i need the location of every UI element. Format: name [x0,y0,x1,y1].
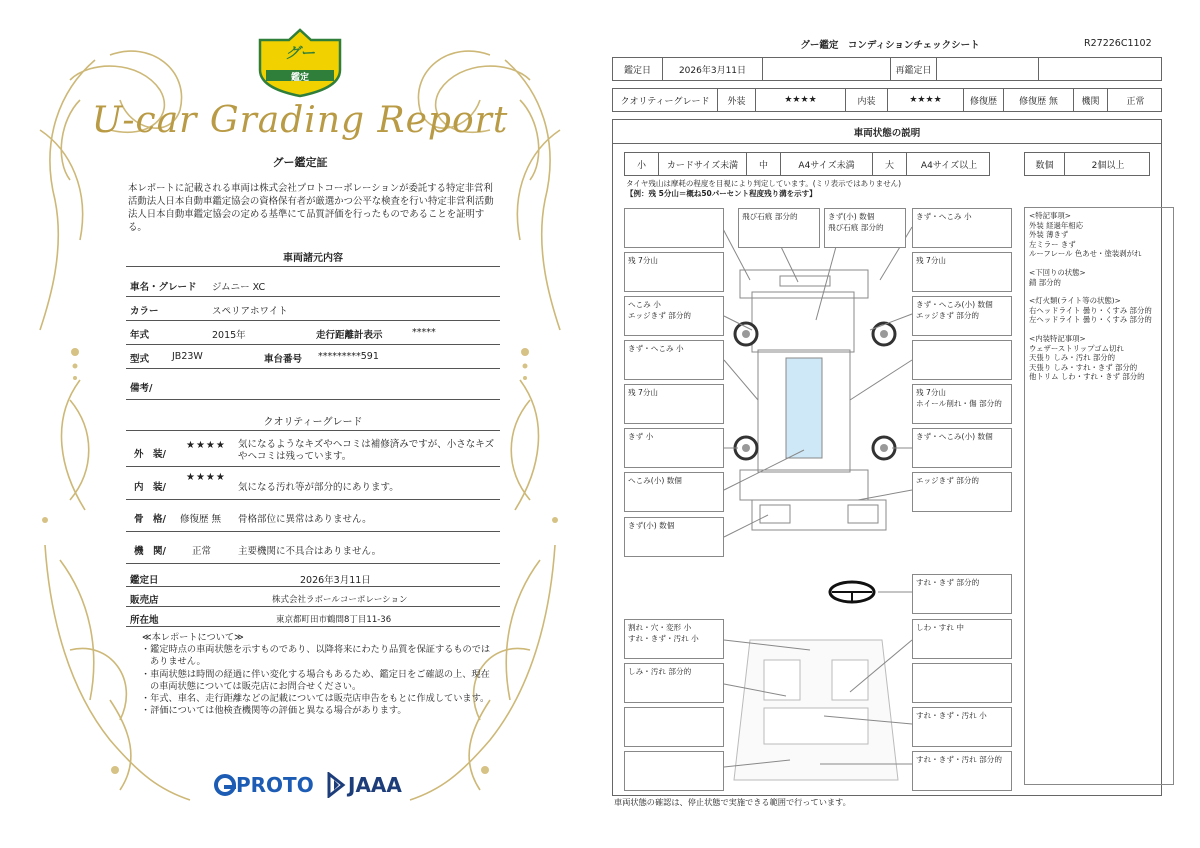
year-value: 2015年 [212,330,246,341]
sheet-code: R27226C1102 [1084,38,1152,49]
reappraisal-label: 再鑑定日 [891,58,937,80]
repair-label: 修復歴 [964,89,1004,111]
damage-box [624,296,724,336]
damage-box: 残 7分山 [912,252,1012,292]
damage-text: 割れ・穴・変形 小 [628,623,692,632]
jaaa-logo-text: JAAA [348,773,402,797]
sheet-title: グー鑑定 コンディションチェックシート [800,40,980,51]
damage-box: すれ・きず・汚れ 小 [912,707,1012,747]
dealer-value: 株式会社ラボールコーポレーション [272,595,408,605]
spec-row-year [126,322,500,345]
damage-text: すれ・きず・汚れ 小 [628,634,699,643]
damage-text: きず(小) 数個 [828,212,875,221]
note-line: 錆 部分的 [1029,277,1061,287]
interior-text: 気になる汚れ等が部分的にあります。 [238,482,399,493]
certificate-subtitle: グー鑑定証 [272,156,328,169]
damage-box: 残 7分山 [624,384,724,424]
dealer-label: 販売店 [130,595,159,606]
legend-large-desc: A4サイズ以上 [920,160,978,171]
interior-label: 内 装/ [134,482,166,493]
ext-stars: ★★★★ [756,89,846,111]
note-line: <灯火類(ライト等の状態)> [1029,296,1121,306]
note-line: 左ヘッドライト 曇り・くすみ 部分的 [1029,315,1152,325]
frame-label: 骨 格/ [134,514,166,525]
frame-text: 骨格部位に異常はありません。 [238,514,372,525]
damage-text: エッジきず 部分的 [916,311,980,320]
special-notes [1024,207,1174,785]
divider [126,266,500,267]
notes-heading: ≪本レポートについて≫ [142,632,244,643]
spec-row-model [126,346,500,369]
notes-group-underbody [1029,268,1169,287]
engine-label: 機関 [1074,89,1108,111]
exterior-label: 外 装/ [134,449,166,460]
legend-medium-desc: A4サイズ未満 [781,153,873,175]
notes-group-exterior [1029,211,1169,259]
proto-logo-icon [214,773,236,797]
damage-box [624,751,724,791]
jaaa-logo-icon [326,772,346,798]
note-line: 左ミラー きず [1029,239,1076,249]
badge-text-bottom: 鑑定 [290,73,309,83]
note-line: <内装特記事項> [1029,333,1086,343]
date-label: 鑑定日 [613,58,663,80]
note-item: ・鑑定時点の車両状態を示すものであり、以降将来にわたり品質を保証するものではありません。 [141,644,491,668]
year-label: 年式 [130,330,150,341]
frame-value: 修復歴 無 [180,514,222,525]
damage-box: すれ・きず 部分的 [912,574,1012,614]
spec-row-color [126,298,500,321]
quality-row-engine [126,533,500,564]
certificate-intro: 本レポートに記載される車両は株式会社プロトコーポレーションが委託する特定非営利活動法人日本自動車鑑定協会の資格保有者が厳選かつ公平な検査を行い特定非営利活動法人日本自動車鑑定協会の定める基準にて品質評価を行ったものであることを証明する。 [128,183,494,233]
script-title: U-car Grading Report [91,100,509,141]
notes-group-lights [1029,296,1169,325]
spec-heading: 車両諸元内容 [283,253,343,264]
appraisal-date-value: 2026年3月11日 [300,575,371,586]
damage-box [624,208,724,248]
damage-box [912,384,1012,424]
damage-box: 飛び石痕 部分的 [738,208,820,248]
condition-heading: 車両状態の説明 [613,120,1161,144]
damage-text: へこみ 小 [628,300,661,309]
legend-small: 小 [625,153,659,175]
damage-box: きず・へこみ(小) 数個 [912,428,1012,468]
note-line: ウェザーストリップゴム切れ [1029,343,1124,353]
damage-box: きず・へこみ 小 [624,340,724,380]
damage-box: へこみ(小) 数個 [624,472,724,512]
repair-value: 修復歴 無 [1004,89,1074,111]
color-value: スペリアホワイト [212,306,288,317]
damage-box: しわ・すれ 中 [912,619,1012,659]
appraisal-date-label: 鑑定日 [130,575,159,586]
badge-text-top: グー [284,44,315,62]
damage-text: 残 7分山 [916,388,947,397]
int-stars: ★★★★ [888,89,964,111]
damage-box: きず 小 [624,428,724,468]
damage-box [624,707,724,747]
damage-box [912,663,1012,703]
address-row [126,608,500,627]
logo-area [214,770,414,800]
bottom-note: 車両状態の確認は、停止状態で実施できる範囲で行っています。 [614,797,851,807]
damage-box [912,296,1012,336]
model-value: JB23W [172,351,203,362]
damage-box [624,619,724,659]
chassis-value: *********591 [318,351,379,362]
spec-row-remarks [126,370,500,400]
quality-row-exterior [126,434,500,467]
goo-badge-icon [260,30,340,96]
note-line: <特記事項> [1029,211,1071,220]
note-line: 外装 薄きず [1029,230,1069,240]
notes-group-interior [1029,334,1169,382]
damage-text: エッジきず 部分的 [628,311,692,320]
proto-logo-text: PROTO [236,773,314,797]
appraisal-date-row [126,568,500,587]
legend-small-desc: カードサイズ未満 [659,153,747,175]
model-label: 型式 [130,354,150,365]
damage-text: きず・へこみ(小) 数個 [916,300,993,309]
name-value: ジムニー XC [212,282,266,293]
quality-heading: クオリティーグレード [263,417,363,428]
ext-label: 外装 [718,89,756,111]
exterior-stars: ★★★★ [186,440,226,451]
damage-box: しみ・汚れ 部分的 [624,663,724,703]
note-line: 他トリム しわ・すれ・きず 部分的 [1029,372,1145,382]
engine-value: 正常 [192,546,212,557]
date-value: 2026年3月11日 [663,58,763,80]
quality-row-frame [126,501,500,532]
damage-box: きず・へこみ 小 [912,208,1012,248]
damage-text: ホイール削れ・傷 部分的 [916,399,1002,408]
int-label: 内装 [846,89,888,111]
engine-value: 正常 [1126,96,1145,107]
report-notes [138,632,498,717]
damage-box: 残 7分山 [624,252,724,292]
spec-row-name [126,274,500,297]
engine-text: 主要機関に不具合はありません。 [238,546,382,557]
divider [126,430,500,431]
damage-box: きず(小) 数個 [624,517,724,557]
interior-stars: ★★★★ [186,472,226,483]
damage-box [912,340,1012,380]
note-item: ・評価については他検査機関等の評価と異なる場合があります。 [141,705,407,717]
quality-row-interior [126,468,500,500]
exterior-text: 気になるようなキズやヘコミは補修済みですが、小さなキズやヘコミは残っています。 [238,439,495,462]
damage-text: 飛び石痕 部分的 [828,223,884,232]
address-label: 所在地 [130,615,159,626]
mileage-label: 走行距離計表示 [316,330,383,341]
damage-box: すれ・きず・汚れ 部分的 [912,751,1012,791]
grade-label: クオリティーグレード [613,89,718,111]
legend-large: 大 [873,153,907,175]
legend-count-desc: 2個以上 [1091,160,1125,171]
legend-medium: 中 [747,153,781,175]
remarks-label: 備考/ [130,383,153,394]
damage-box [824,208,906,248]
mileage-value: ***** [412,327,436,338]
tyre-note-line2: 【例：残 5分山＝概ね50パーセント程度残り溝を示す】 [626,189,817,198]
name-label: 車名・グレード [130,282,197,293]
note-item: ・車両状態は時間の経過に伴い変化する場合もあるため、鑑定日をご確認の上、現在の車両状態については販売店にお問合せください。 [141,668,490,692]
dealer-row [126,588,500,607]
address-value: 東京都町田市鶴間8丁目11-36 [276,615,392,625]
legend-count: 数個 [1025,153,1065,175]
color-label: カラー [130,306,159,317]
note-item: ・年式、車名、走行距離などの記載については販売店申告をもとに作成しています。 [141,693,490,705]
note-line: 右ヘッドライト 曇り・くすみ 部分的 [1029,305,1152,315]
tyre-note-line1: タイヤ残山は摩耗の程度を目視により判定しています。(ミリ表示ではありません) [626,179,902,188]
note-line: <下回りの状態> [1029,267,1086,277]
note-line: 天張り しみ・汚れ 部分的 [1029,353,1115,363]
damage-box: エッジきず 部分的 [912,472,1012,512]
note-line: 外装 経過年相応 [1029,220,1084,230]
note-line: 天張り しみ・すれ・きず 部分的 [1029,362,1138,372]
engine-label: 機 関/ [134,546,166,557]
condition-sheet [600,0,1200,848]
chassis-label: 車台番号 [264,354,303,365]
note-line: ルーフレール 色あせ・塗装剥がれ [1029,249,1142,259]
